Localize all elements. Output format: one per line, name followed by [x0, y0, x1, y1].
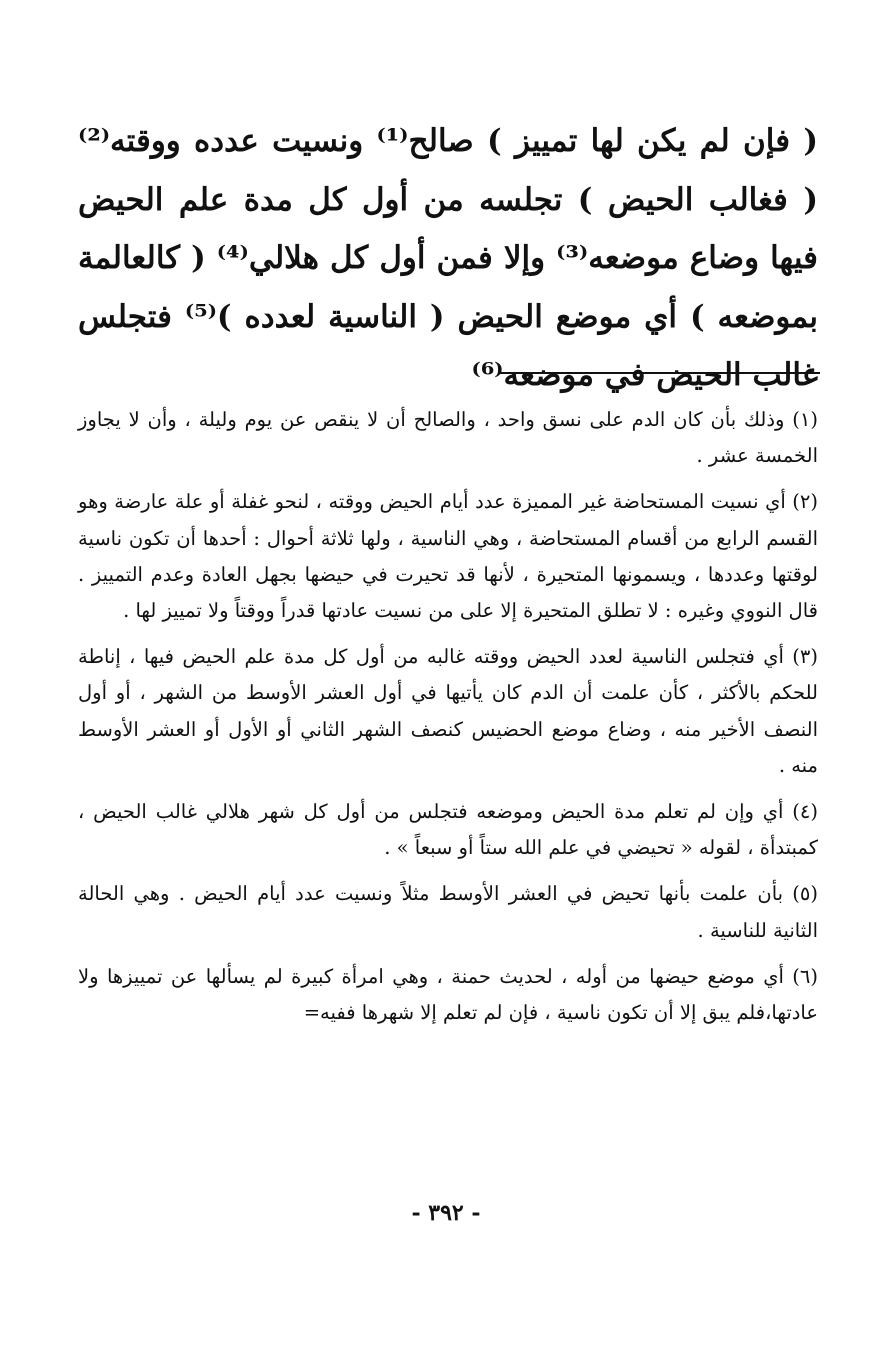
footnote-6: (٦) أي موضع حيضها من أوله ، لحديث حمنة ، وهي امرأة كبيرة لم يسألها عن تمييزها ولا عادتها،فلم يبق إلا أن تكون ناسية ، فإن لم تعلم إلا شهرها ففيه=	[78, 964, 818, 1025]
footnotes-section	[78, 402, 818, 1041]
footnote-4: (٤) أي وإن لم تعلم مدة الحيض وموضعه فتجلس من أول كل شهر هلالي غالب الحيض ، كمبتدأة ، لقوله « تحيضي في علم الله ستاً أو سبعاً » .	[78, 800, 818, 860]
footnote-1: (١) وذلك بأن كان الدم على نسق واحد ، والصالح أن لا ينقص عن يوم وليلة ، وأن لا يجاوز الخمسة عشر .	[78, 408, 818, 468]
page-number: - ٣٩٢ -	[411, 1200, 481, 1226]
footnote-2: (٢) أي نسيت المستحاضة غير المميزة عدد أيام الحيض ووقته ، لنحو غفلة أو علة عارضة وهو القسم الرابع من أقسام المستحاضة ، وهي الناسية ، ولها ثلاثة أحوال : أحدها أن تكون ناسية لوقتها وعددها ، ويسمونها المتحيرة ، لأنها قد تحيرت في حيضها بجهل العادة وعدم التمييز . قال النووي وغيره : لا تطلق المتحيرة إلا على من نسيت عادتها قدراً ووقتاً ولا تمييز لها .	[78, 490, 818, 623]
footnote-divider	[500, 372, 820, 374]
main-text	[78, 112, 818, 405]
main-paragraph: ( فإن لم يكن لها تمييز ) صالح⁽¹⁾ ونسيت عدده ووقته⁽²⁾ ( فغالب الحيض ) تجلسه من أول كل مدة علم الحيض فيها وضاع موضعه⁽³⁾ وإلا فمن أول كل هلالي⁽⁴⁾ ( كالعالمة بموضعه ) أي موضع الحيض ( الناسية لعدده )⁽⁵⁾ فتجلس غالب الحيض في موضعه⁽⁶⁾	[78, 123, 818, 393]
footnote-3: (٣) أي فتجلس الناسية لعدد الحيض ووقته غالبه من أول كل مدة علم الحيض فيها ، إناطة للحكم بالأكثر ، كأن علمت أن الدم كان يأتيها في أول العشر الأوسط من الشهر ، أو أول النصف الأخير منه ، وضاع موضع الحضيس كنصف الشهر الثاني أو الأول أو العشر الأوسط منه .	[78, 645, 818, 777]
footnote-5: (٥) بأن علمت بأنها تحيض في العشر الأوسط مثلاً ونسيت عدد أيام الحيض . وهي الحالة الثانية للناسية .	[78, 882, 818, 942]
